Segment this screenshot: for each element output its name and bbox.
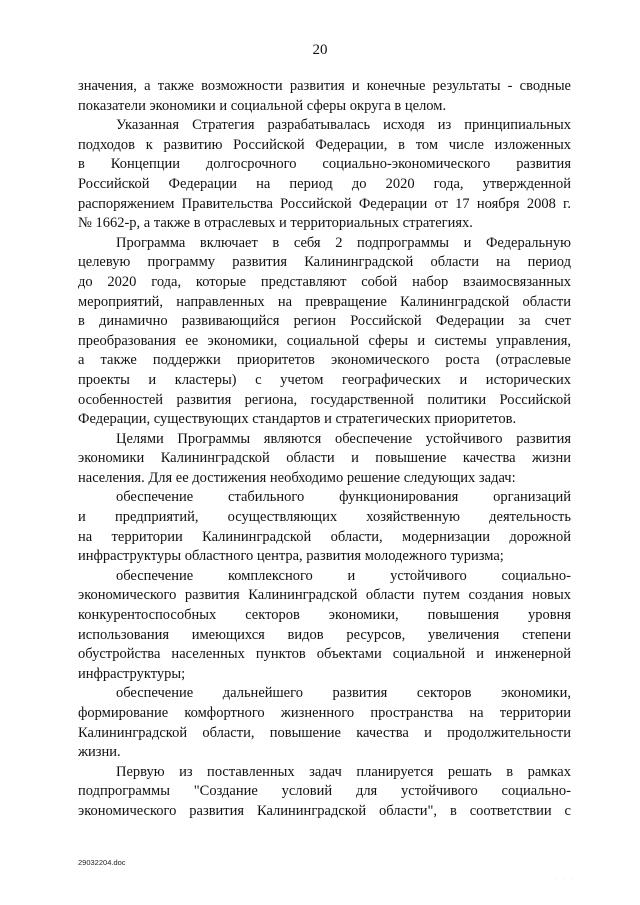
text-line: экономического развития Калининградской области", в соответствии с xyxy=(78,802,571,819)
text-line: мероприятий, направленных на превращение Калининградской области xyxy=(78,293,571,310)
text-line: инфраструктуры; xyxy=(78,665,186,682)
text-line: Калининградской области, повышение качества и продолжительности xyxy=(78,724,571,741)
scan-marks: · · · xyxy=(556,876,576,882)
text-line: проекты и кластеры) с учетом географических и исторических xyxy=(78,371,571,388)
text-line: подпрограммы "Создание условий для устойчивого социально- xyxy=(78,783,571,800)
text-line: и предприятий, осуществляющих хозяйственную деятельность xyxy=(78,509,571,526)
document-filename: 29032204.doc xyxy=(78,858,126,867)
text-line: Указанная Стратегия разрабатывалась исходя из принципиальных xyxy=(116,117,571,134)
text-line: обеспечение стабильного функционирования организаций xyxy=(116,489,571,506)
text-line: использования имеющихся видов ресурсов, увеличения степени xyxy=(78,626,571,643)
text-line: целевую программу развития Калининградской области на период xyxy=(78,254,571,271)
page-number: 20 xyxy=(312,42,328,58)
text-line: экономического развития Калининградской области путем создания новых xyxy=(78,587,571,604)
text-line: значения, а также возможности развития и конечные результаты - сводные xyxy=(78,78,571,94)
text-line: экономики Калининградской области и повышение качества жизни xyxy=(78,450,571,467)
text-line: обустройства населенных пунктов объектами социальной и инженерной xyxy=(78,646,571,663)
text-line: Первую из поставленных задач планируется решать в рамках xyxy=(116,763,571,780)
text-line: Целями Программы являются обеспечение устойчивого развития xyxy=(116,430,571,447)
text-line: подходов к развитию Российской Федерации, в том числе изложенных xyxy=(78,136,571,153)
text-line: особенностей развития региона, государственной политики Российской xyxy=(78,391,571,408)
document-body xyxy=(78,77,571,822)
text-line: в Концепции долгосрочного социально-экономического развития xyxy=(78,156,571,173)
text-line: конкурентоспособных секторов экономики, повышения уровня xyxy=(78,607,571,624)
text-line: № 1662-р, а также в отраслевых и территориальных стратегиях. xyxy=(78,215,473,232)
text-line: обеспечение комплексного и устойчивого социально- xyxy=(116,567,571,584)
text-line: показатели экономики и социальной сферы округа в целом. xyxy=(78,97,447,114)
text-line: до 2020 года, которые представляют собой набор взаимосвязанных xyxy=(78,273,571,290)
text-line: жизни. xyxy=(78,744,121,761)
text-line: населения. Для ее достижения необходимо решение следующих задач: xyxy=(78,469,516,486)
text-line: преобразования ее экономики, социальной сферы и системы управления, xyxy=(78,332,571,349)
text-line: а также поддержки приоритетов экономического роста (отраслевые xyxy=(78,352,571,369)
text-line: инфраструктуры областного центра, развития молодежного туризма; xyxy=(78,548,504,565)
text-line: Российской Федерации на период до 2020 года, утвержденной xyxy=(78,175,571,192)
text-line: Программа включает в себя 2 подпрограммы и Федеральную xyxy=(116,234,571,251)
text-line: формирование комфортного жизненного пространства на территории xyxy=(78,705,571,721)
text-line: Федерации, существующих стандартов и стратегических приоритетов. xyxy=(78,411,517,428)
text-line: обеспечение дальнейшего развития секторов экономики, xyxy=(116,685,571,702)
text-line: в динамично развивающийся регион Российской Федерации за счет xyxy=(78,313,571,330)
text-line: распоряжением Правительства Российской Федерации от 17 ноября 2008 г. xyxy=(78,195,571,212)
text-line: на территории Калининградской области, модернизации дорожной xyxy=(78,528,571,545)
